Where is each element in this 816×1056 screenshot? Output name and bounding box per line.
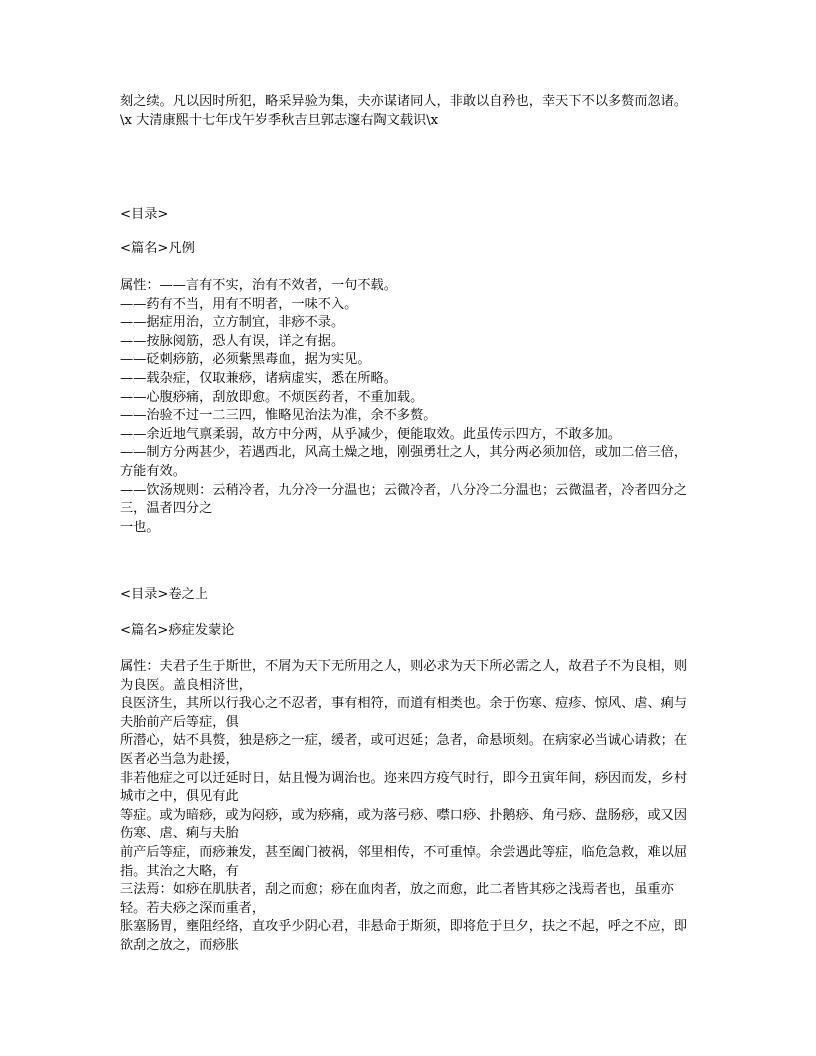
preface-block [120,93,700,130]
section1-body [120,277,700,537]
body-line: ——心腹痧痛，刮放即愈。不烦医药者，不重加载。 [120,389,424,405]
body-line: ——余近地气禀柔弱，故方中分两，从乎减少，便能取效。此虽传示四方，不敢多加。 [120,426,622,442]
body-line: ——药有不当，用有不明者，一味不入。 [120,296,358,312]
body-line: 三法焉：如痧在肌肤者，刮之而愈；痧在血肉者，放之而愈，此二者皆其痧之浅焉者也，虽重亦轻。若夫痧之深而重者， [120,882,674,916]
preface-line: 刻之续。凡以因时所犯，略采异验为集，夫亦谋诸同人，非敢以自矜也，幸天下不以多赘而忽诸。 [120,94,688,109]
body-line: ——载杂症，仅取兼痧，诸病虚实，悉在所略。 [120,370,397,386]
body-line: ——制方分两甚少，若遇西北，风高土燥之地，刚强勇壮之人，其分两必须加倍，或加二倍三倍，方能有效。 [120,445,688,479]
chapter-title: <篇名>痧症发蒙论 [120,623,235,638]
body-line: ——饮汤规则：云稍冷者，九分冷一分温也；云微冷者，八分冷二分温也；云微温者，冷者四分之三，温者四分之 [120,482,688,517]
body-line: 属性：——言有不实，治有不效者，一句不载。 [120,278,397,293]
section1-chapter-heading [120,240,700,259]
body-line: 所潜心，姑不具赘，独是痧之一症，缓者，或可迟延；急者，命悬顷刻。在病家必当诚心请救；在医者必当急为赴援， [120,733,688,767]
body-line: 属性：夫君子生于斯世，不屑为天下无所用之人，则必求为天下所必需之人，故君子不为良相，则为良医。盖良相济世， [120,659,688,693]
body-line: ——治验不过一二三四，惟略见治法为准，余不多赘。 [120,408,437,424]
catalog-label: <目录>卷之上 [120,587,209,602]
body-line: ——砭刺痧筋，必须紫黑毒血，据为实见。 [120,352,371,368]
section2-catalog-heading [120,586,700,605]
body-line: 一也。 [120,519,160,535]
body-line: 等症。或为暗痧，或为闷痧，或为痧痛，或为落弓痧、噤口痧、扑鹅痧、角弓痧、盘肠痧，或又因伤寒、虐、痢与夫胎 [120,807,688,842]
section2-body [120,658,700,956]
catalog-label: <目录> [120,207,169,222]
preface-signature: \x 大清康熙十七年戊午岁季秋吉旦郭志邃右陶文载识\x [120,112,439,128]
section1-catalog-heading [120,206,700,225]
section2-chapter-heading [120,622,700,641]
body-line: 前产后等症，而痧兼发，甚至阖门被祸，邻里相传，不可重悼。余尝遇此等症，临危急救，难以屈指。其治之大略，有 [120,844,688,879]
body-line: 非若他症之可以迁延时日，姑且慢为调治也。迩来四方疫气时行，即今丑寅年间，痧因而发，乡村城市之中，俱见有此 [120,770,688,805]
body-line: ——按脉阅筋，恐人有误，详之有据。 [120,333,345,349]
body-line: 良医济生，其所以行我心之不忍者，事有相符，而道有相类也。余于伤寒、痘疹、惊风、虐、痢与夫胎前产后等症，俱 [120,696,688,730]
body-line: ——据症用治，立方制宜，非痧不录。 [120,315,345,331]
body-line: 胀塞肠胃，壅阻经络，直攻乎少阴心君，非悬命于斯须，即将危于旦夕，扶之不起，呼之不应，即欲刮之放之，而痧胀 [120,919,688,953]
chapter-title: <篇名>凡例 [120,241,195,256]
